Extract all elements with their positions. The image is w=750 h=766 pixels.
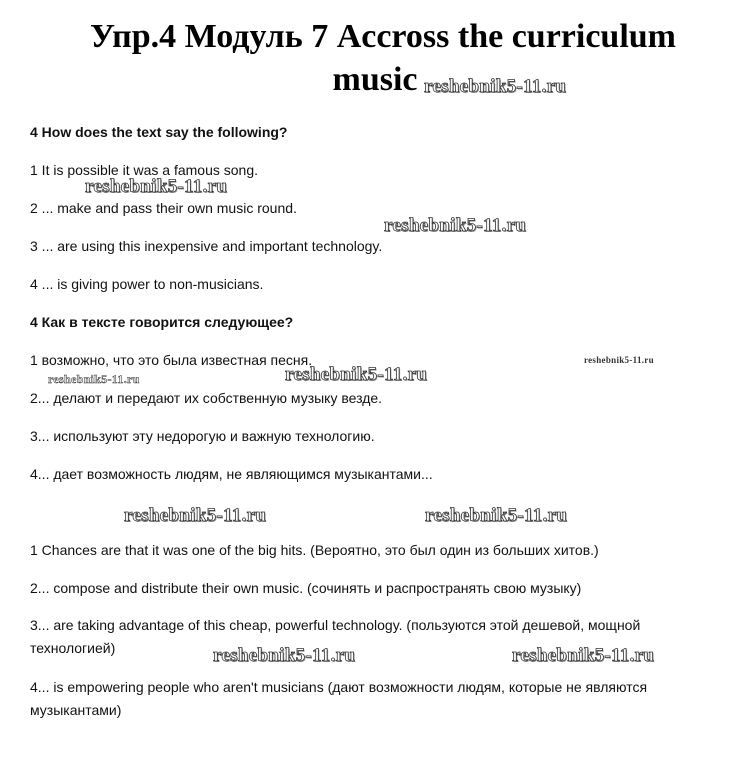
answer-4: 4... is empowering people who aren't musicians (дают возможности людям, которые не являются музыкантами) — [30, 679, 648, 718]
watermark: reshebnik5-11.ru — [512, 645, 655, 666]
page-subtitle: music — [332, 61, 418, 98]
question-ru-2: 2... делают и передают их собственную музыку везде. — [30, 390, 383, 406]
question-en-3: 3 ... are using this inexpensive and important technology. — [30, 238, 383, 254]
questions-ru-heading: 4 Как в тексте говорится следующее? — [30, 314, 294, 330]
question-en-1: 1 It is possible it was a famous song. — [30, 162, 258, 178]
watermark: reshebnik5-11.ru — [48, 372, 140, 386]
watermark: reshebnik5-11.ru — [285, 364, 428, 385]
question-ru-3: 3... используют эту недорогую и важную технологию. — [30, 428, 375, 444]
questions-en-heading: 4 How does the text say the following? — [30, 124, 288, 140]
question-en-4: 4 ... is giving power to non-musicians. — [30, 276, 264, 292]
watermark: reshebnik5-11.ru — [85, 176, 228, 197]
question-ru-1: 1 возможно, что это была известная песня. — [30, 352, 313, 368]
question-en-2: 2 ... make and pass their own music round. — [30, 200, 297, 216]
watermark: reshebnik5-11.ru — [425, 505, 568, 526]
watermark: reshebnik5-11.ru — [384, 215, 527, 236]
watermark: reshebnik5-11.ru — [124, 505, 267, 526]
question-ru-4: 4... дает возможность людям, не являющимся музыкантами... — [30, 466, 433, 482]
page-title: Упр.4 Модуль 7 Accross the curriculum — [89, 18, 677, 55]
watermark: reshebnik5-11.ru — [424, 76, 567, 97]
answer-2: 2... compose and distribute their own music. (сочинять и распространять свою музыку) — [30, 580, 582, 596]
watermark: reshebnik5-11.ru — [213, 645, 356, 666]
watermark: reshebnik5-11.ru — [584, 355, 654, 365]
answer-1: 1 Chances are that it was one of the big hits. (Вероятно, это был один из больших хитов.) — [30, 542, 599, 558]
answer-3: 3... are taking advantage of this cheap, powerful technology. (пользуются этой дешевой, мощной технологией) — [30, 617, 641, 656]
